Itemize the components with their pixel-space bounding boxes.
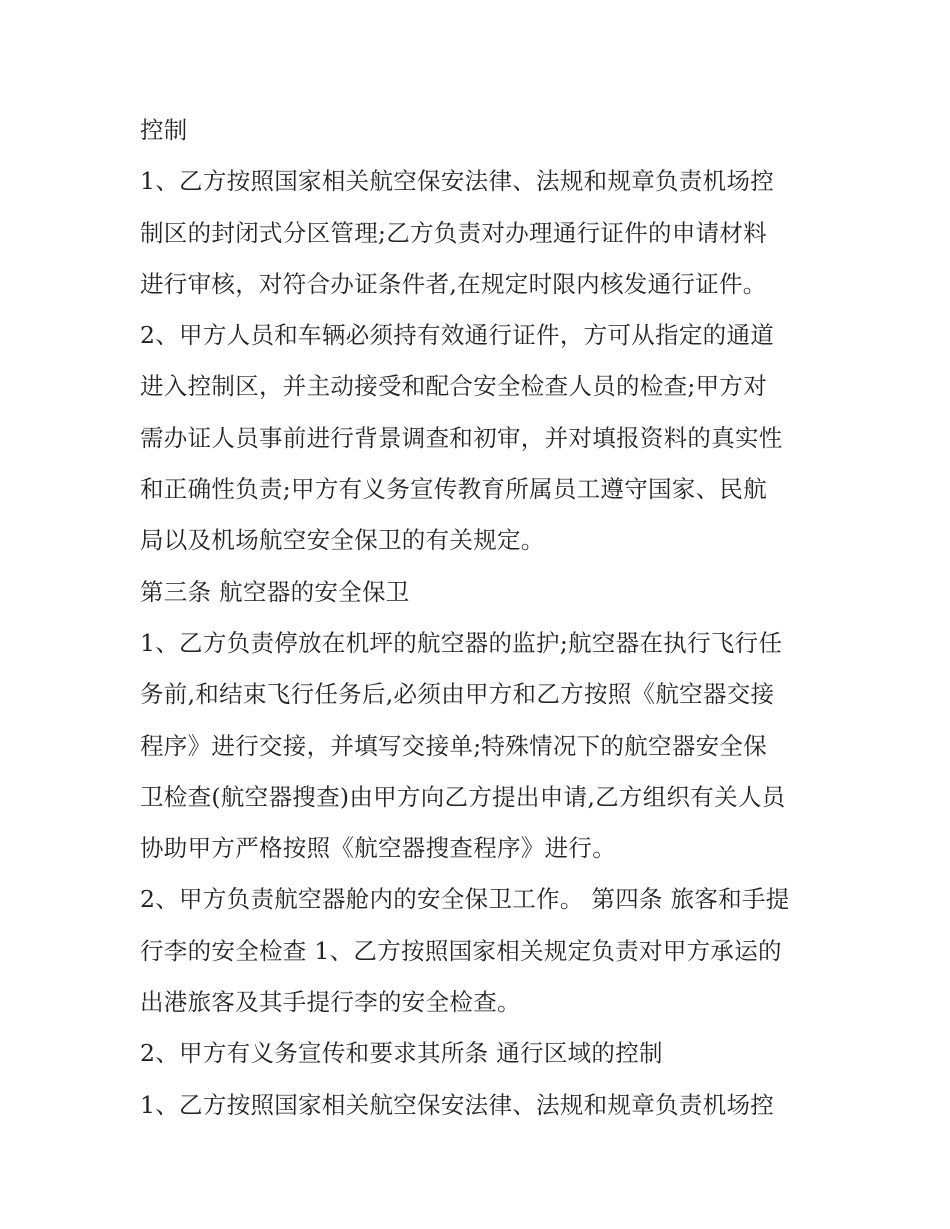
text-line-control-heading: 控制 [140, 116, 188, 144]
body-text [140, 108, 830, 1134]
text-line: 进入控制区，并主动接受和配合安全检查人员的检查;甲方对 [140, 372, 768, 401]
text-line: 协助甲方严格按照《航空器搜查程序》进行。 [140, 834, 616, 863]
section-heading-article-3: 第三条 航空器的安全保卫 [140, 577, 410, 606]
text-line: 务前,和结束飞行任务后,必须由甲方和乙方按照《航空器交接 [140, 680, 775, 709]
text-line: 出港旅客及其手提行李的安全检查。 [140, 988, 521, 1017]
text-line: 2、甲方负责航空器舱内的安全保卫工作。 第四条 旅客和手提 [140, 885, 790, 914]
text-line: 和正确性负责;甲方有义务宣传教育所属员工遵守国家、民航 [140, 475, 768, 504]
text-line: 需办证人员事前进行背景调查和初审，并对填报资料的真实性 [140, 423, 783, 452]
text-line: 进行审核，对符合办证条件者,在规定时限内核发通行证件。 [140, 269, 767, 298]
text-line: 1、乙方按照国家相关航空保安法律、法规和规章负责机场控 [140, 167, 775, 196]
text-line: 1、乙方按照国家相关航空保安法律、法规和规章负责机场控 [140, 1090, 775, 1119]
text-line: 局以及机场航空安全保卫的有关规定。 [140, 526, 545, 555]
text-line: 制区的封闭式分区管理;乙方负责对办理通行证件的申请材料 [140, 218, 768, 247]
text-line: 2、甲方人员和车辆必须持有效通行证件，方可从指定的通道 [140, 321, 775, 350]
text-line: 卫检查(航空器搜查)由甲方向乙方提出申请,乙方组织有关人员 [140, 782, 786, 811]
text-line: 行李的安全检查 1、乙方按照国家相关规定负责对甲方承运的 [140, 936, 782, 965]
text-line: 程序》进行交接，并填写交接单;特殊情况下的航空器安全保 [140, 731, 768, 760]
text-line: 1、乙方负责停放在机坪的航空器的监护;航空器在执行飞行任 [140, 628, 783, 657]
text-line: 2、甲方有义务宣传和要求其所条 通行区域的控制 [140, 1039, 663, 1068]
